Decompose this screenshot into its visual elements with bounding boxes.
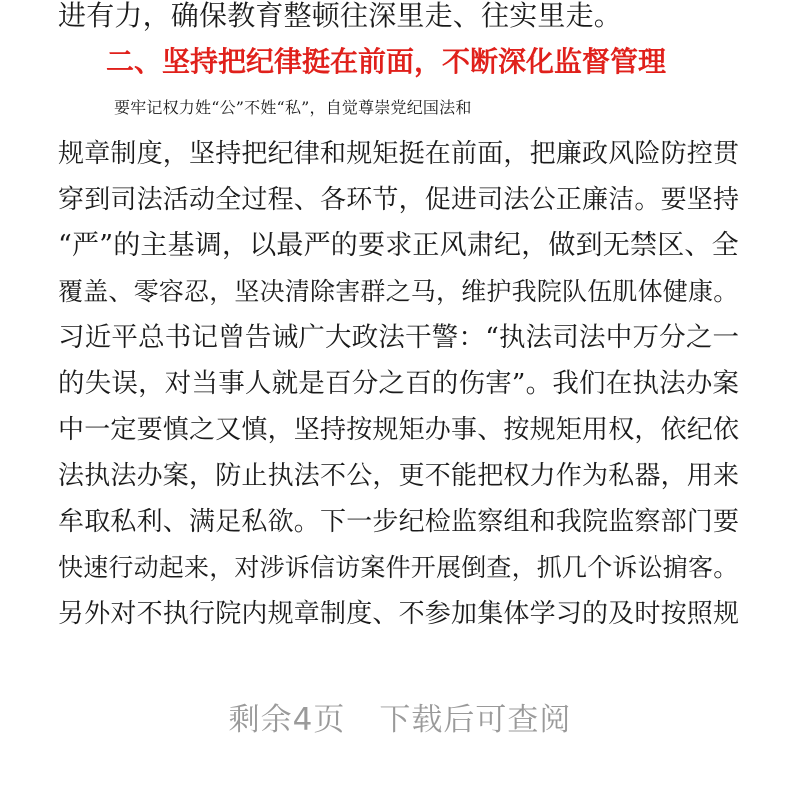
paragraph-line-10: 法执法办案，防止执法不公，更不能把权力作为私器，用来: [58, 461, 740, 491]
paragraph-line-8: 的失误，对当事人就是百分之百的伤害”。我们在执法办案: [58, 368, 740, 399]
paragraph-line-11: 牟取私利、满足私欲。下一步纪检监察组和我院监察部门要: [58, 507, 740, 537]
paragraph-line-5: “严”的主基调，以最严的要求正风肃纪，做到无禁区、全: [58, 230, 739, 261]
section-heading: 二、坚持把纪律挺在前面，不断深化监督管理: [106, 45, 667, 78]
download-prompt-label: 下载后可查阅: [379, 702, 572, 738]
remaining-pages-label: 剩余4页: [228, 702, 346, 738]
paragraph-line-6: 覆盖、零容忍，坚决清除害群之马，维护我院队伍肌体健康。: [58, 277, 739, 306]
paragraph-line-12: 快速行动起来，对涉诉信访案件开展倒查，抓几个诉讼掮客。: [58, 553, 739, 582]
paragraph-line-3: 规章制度，坚持把纪律和规矩挺在前面，把廉政风险防控贯: [58, 139, 740, 169]
paragraph-line-13: 另外对不执行院内规章制度、不参加集体学习的及时按照规: [58, 599, 740, 629]
paragraph-line-4: 穿到司法活动全过程、各环节，促进司法公正廉洁。要坚持: [58, 185, 740, 215]
paragraph-line-7: 习近平总书记曾告诫广大政法干警：“执法司法中万分之一: [58, 322, 740, 353]
remaining-pages-banner[interactable]: [0, 694, 800, 739]
paragraph-line-1: 进有力，确保教育整顿往深里走、往实里走。: [58, 0, 623, 32]
paragraph-line-2: 要牢记权力姓“公”不姓“私”，自觉尊崇党纪国法和: [114, 98, 472, 117]
paragraph-line-9: 中一定要慎之又慎，坚持按规矩办事、按规矩用权，依纪依: [58, 415, 740, 445]
